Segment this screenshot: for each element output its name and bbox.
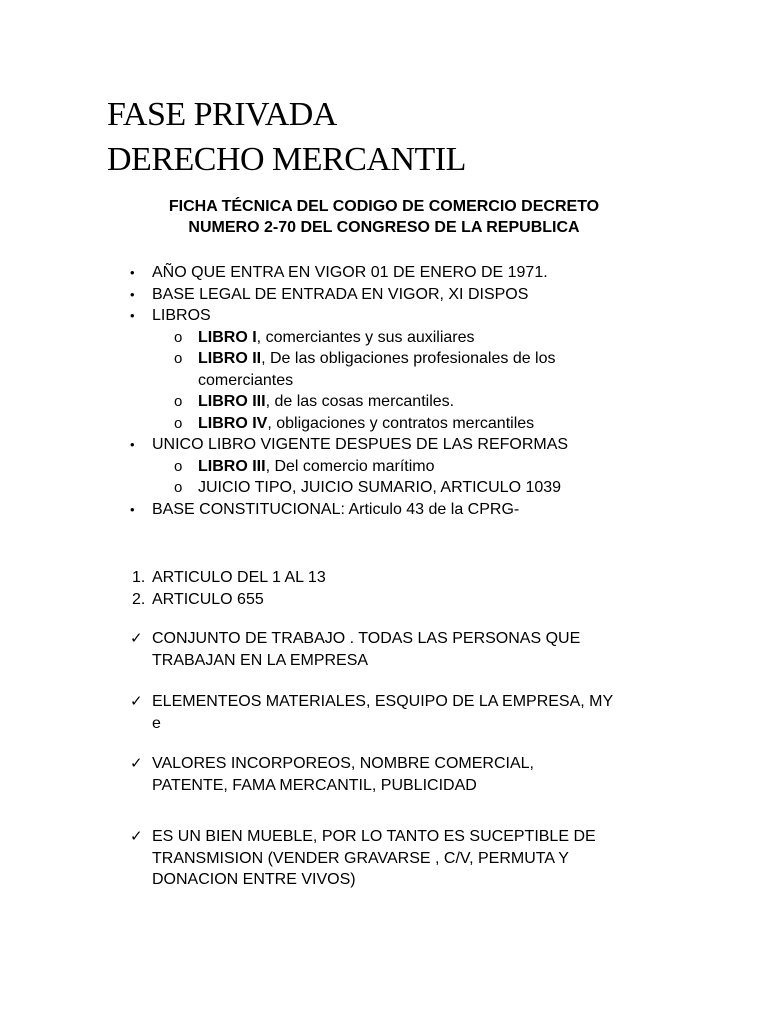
check-line-1: ELEMENTEOS MATERIALES, ESQUIPO DE LA EMPRESA, MY (152, 693, 614, 710)
check-line-1: ES UN BIEN MUEBLE, POR LO TANTO ES SUCEPTIBLE DE (152, 828, 596, 845)
sub-list-item (130, 327, 730, 349)
title-line-1: FASE PRIVADA (107, 96, 337, 133)
numbered-item-text: ARTICULO 655 (152, 590, 264, 608)
list-item (130, 434, 730, 456)
list-item (130, 499, 730, 521)
circle-bullet-icon: o (174, 393, 183, 410)
bullet-icon: • (130, 501, 135, 517)
sub-list-item (130, 456, 730, 478)
book-description: , obligaciones y contratos mercantiles (267, 414, 535, 432)
check-item-row (130, 826, 670, 891)
check-item (130, 691, 670, 734)
checkmark-icon: ✓ (130, 630, 143, 647)
sub-list-item (130, 391, 730, 413)
sub-list-item (130, 348, 730, 370)
check-line-2: PATENTE, FAMA MERCANTIL, PUBLICIDAD (152, 776, 477, 794)
sub-item-text: JUICIO TIPO, JUICIO SUMARIO, ARTICULO 1039 (198, 479, 562, 496)
circle-bullet-icon: o (174, 414, 183, 432)
circle-bullet-icon: o (174, 328, 183, 346)
check-line-1: CONJUNTO DE TRABAJO . TODAS LAS PERSONAS QUE (152, 630, 581, 647)
list-item-text: BASE CONSTITUCIONAL: Articulo 43 de la CPRG- (152, 500, 520, 518)
list-item-text: UNICO LIBRO VIGENTE DESPUES DE LAS REFORMAS (152, 436, 569, 453)
title-line-2: DERECHO MERCANTIL (107, 141, 466, 178)
sub-list-item-continuation (130, 370, 730, 392)
list-item-text: LIBROS (152, 307, 211, 324)
book-description: , de las cosas mercantiles. (265, 393, 455, 410)
numbered-item (132, 567, 732, 589)
list-item-text: AÑO QUE ENTRA EN VIGOR 01 DE ENERO DE 1971. (152, 264, 548, 281)
document-title (107, 92, 466, 182)
book-description: , comerciantes y sus auxiliares (256, 328, 475, 346)
checkmark-icon: ✓ (130, 693, 143, 710)
numbered-item-text: ARTICULO DEL 1 AL 13 (152, 569, 326, 586)
item-number: 2. (132, 590, 146, 608)
subtitle-line-1: FICHA TÉCNICA DEL CODIGO DE COMERCIO DECRETO (168, 198, 600, 215)
check-item-row (130, 691, 670, 734)
sub-list-item (130, 477, 730, 499)
bullet-list (130, 262, 730, 520)
book-description: , Del comercio marítimo (265, 457, 435, 475)
checkmark-icon: ✓ (130, 828, 143, 845)
list-item (130, 262, 730, 284)
book-name: LIBRO IV (198, 414, 268, 432)
book-name: LIBRO II (198, 350, 262, 367)
circle-bullet-icon: o (174, 479, 183, 496)
circle-bullet-icon: o (174, 350, 183, 367)
bullet-icon: • (130, 308, 135, 323)
bullet-icon: • (130, 437, 135, 452)
check-line-2: TRANSMISION (VENDER GRAVARSE , C/V, PERMUTA Y (152, 849, 569, 867)
check-item-row (130, 753, 670, 796)
list-item (130, 284, 730, 306)
check-item (130, 753, 670, 796)
book-description-continued: comerciantes (198, 371, 294, 389)
book-name: LIBRO III (198, 393, 266, 410)
document-subtitle (100, 196, 668, 238)
check-line-3: DONACION ENTRE VIVOS) (152, 871, 356, 888)
check-item-row (130, 628, 670, 671)
check-item (130, 826, 670, 891)
book-name: LIBRO I (198, 328, 257, 346)
sub-list-item (130, 413, 730, 435)
check-line-2: e (152, 714, 161, 732)
bullet-icon: • (130, 286, 135, 302)
numbered-item (132, 589, 732, 611)
check-line-2: TRABAJAN EN LA EMPRESA (152, 651, 369, 669)
subtitle-line-2: NUMERO 2-70 DEL CONGRESO DE LA REPUBLICA (188, 219, 580, 236)
numbered-list (132, 567, 732, 610)
check-item (130, 628, 670, 671)
bullet-icon: • (130, 265, 135, 280)
book-name: LIBRO III (198, 457, 266, 475)
circle-bullet-icon: o (174, 457, 183, 475)
list-item-text: BASE LEGAL DE ENTRADA EN VIGOR, XI DISPOS (152, 285, 529, 303)
item-number: 1. (132, 569, 146, 586)
book-description: , De las obligaciones profesionales de los (261, 350, 556, 367)
checkmark-icon: ✓ (130, 755, 143, 772)
check-line-1: VALORES INCORPOREOS, NOMBRE COMERCIAL, (152, 755, 534, 772)
list-item (130, 305, 730, 327)
